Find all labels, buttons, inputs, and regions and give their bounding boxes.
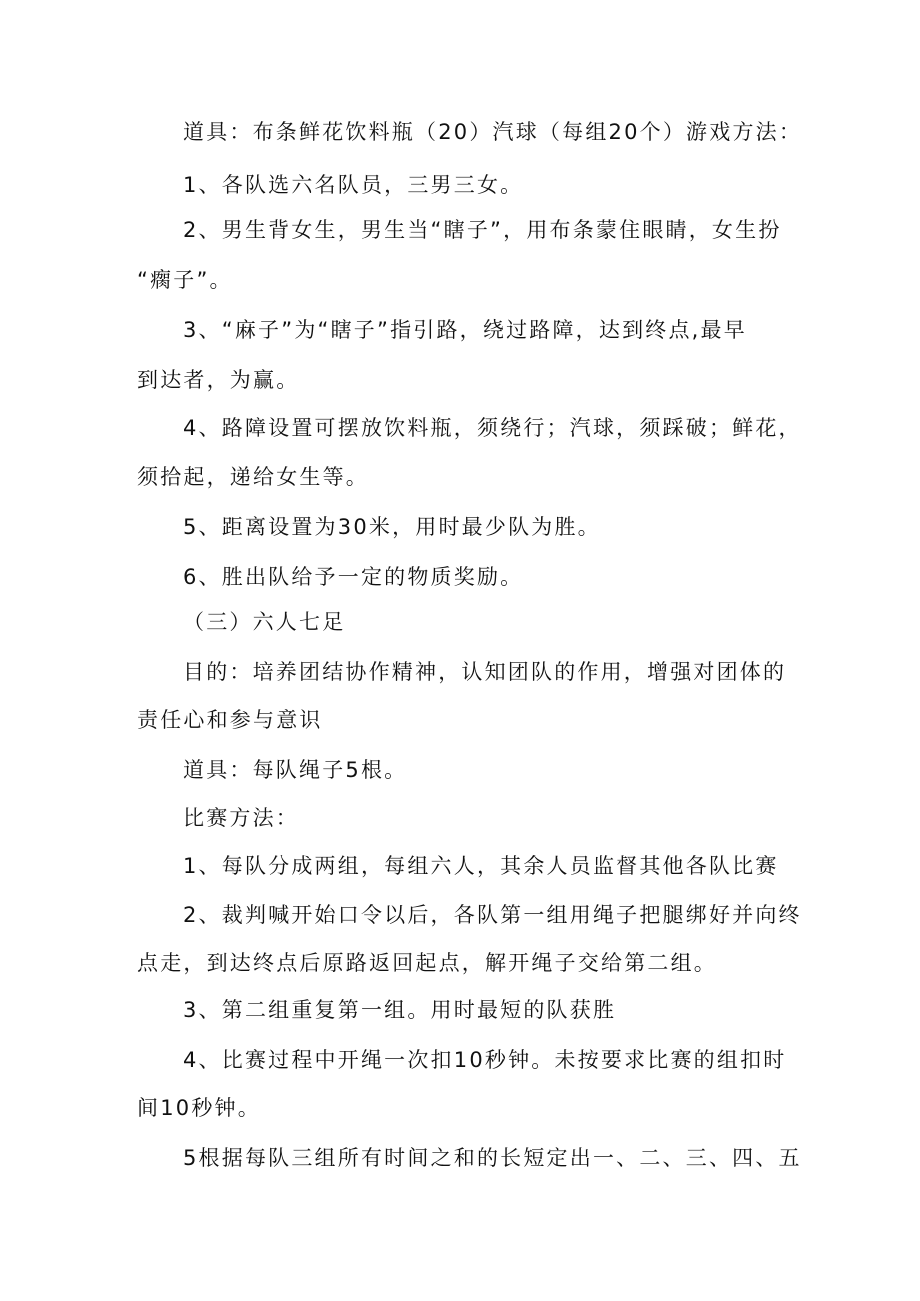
method-4-continuation: 间10秒钟。: [137, 1096, 261, 1120]
rule-5-line: 5、距离设置为30米，用时最少队为胜。: [183, 515, 601, 539]
method-2-line: 2、裁判喊开始口令以后，各队第一组用绳子把腿绑好并向终: [183, 903, 802, 927]
rule-2-line: 2、男生背女生，男生当“瞎子”，用布条蒙住眼睛，女生扮: [183, 218, 782, 242]
props-2-line: 道具：每队绳子5根。: [183, 758, 408, 782]
method-2-continuation: 点走，到达终点后原路返回起点，解开绳子交给第二组。: [137, 951, 717, 975]
props-line: 道具：布条鲜花饮料瓶（20）汽球（每组20个）游戏方法：: [183, 120, 803, 144]
method-4-line: 4、比赛过程中开绳一次扣10秒钟。未按要求比赛的组扣时: [183, 1048, 787, 1072]
purpose-continuation: 责任心和参与意识: [137, 708, 323, 732]
method-heading: 比赛方法：: [183, 806, 299, 830]
method-3-line: 3、第二组重复第一组。用时最短的队获胜: [183, 998, 617, 1022]
rule-3-line: 3、“麻子”为“瞎子”指引路，绕过路障，达到终点,最早: [183, 318, 747, 342]
rule-6-line: 6、胜出队给予一定的物质奖励。: [183, 565, 524, 589]
method-5-line: 5根据每队三组所有时间之和的长短定出一、二、三、四、五: [183, 1146, 802, 1170]
rule-4-continuation: 须拾起，递给女生等。: [137, 465, 369, 489]
rule-4-line: 4、路障设置可摆放饮料瓶，须绕行；汽球，须踩破；鲜花，: [183, 416, 802, 440]
rule-3-continuation: 到达者，为赢。: [137, 368, 300, 392]
method-1-line: 1、每队分成两组，每组六人，其余人员监督其他各队比赛: [183, 854, 779, 878]
rule-2-continuation: “瘸子”。: [137, 268, 233, 292]
purpose-line: 目的：培养团结协作精神，认知团队的作用，增强对团体的: [183, 660, 787, 684]
rule-1-line: 1、各队选六名队员，三男三女。: [183, 173, 524, 197]
section-heading: （三）六人七足: [183, 610, 346, 634]
